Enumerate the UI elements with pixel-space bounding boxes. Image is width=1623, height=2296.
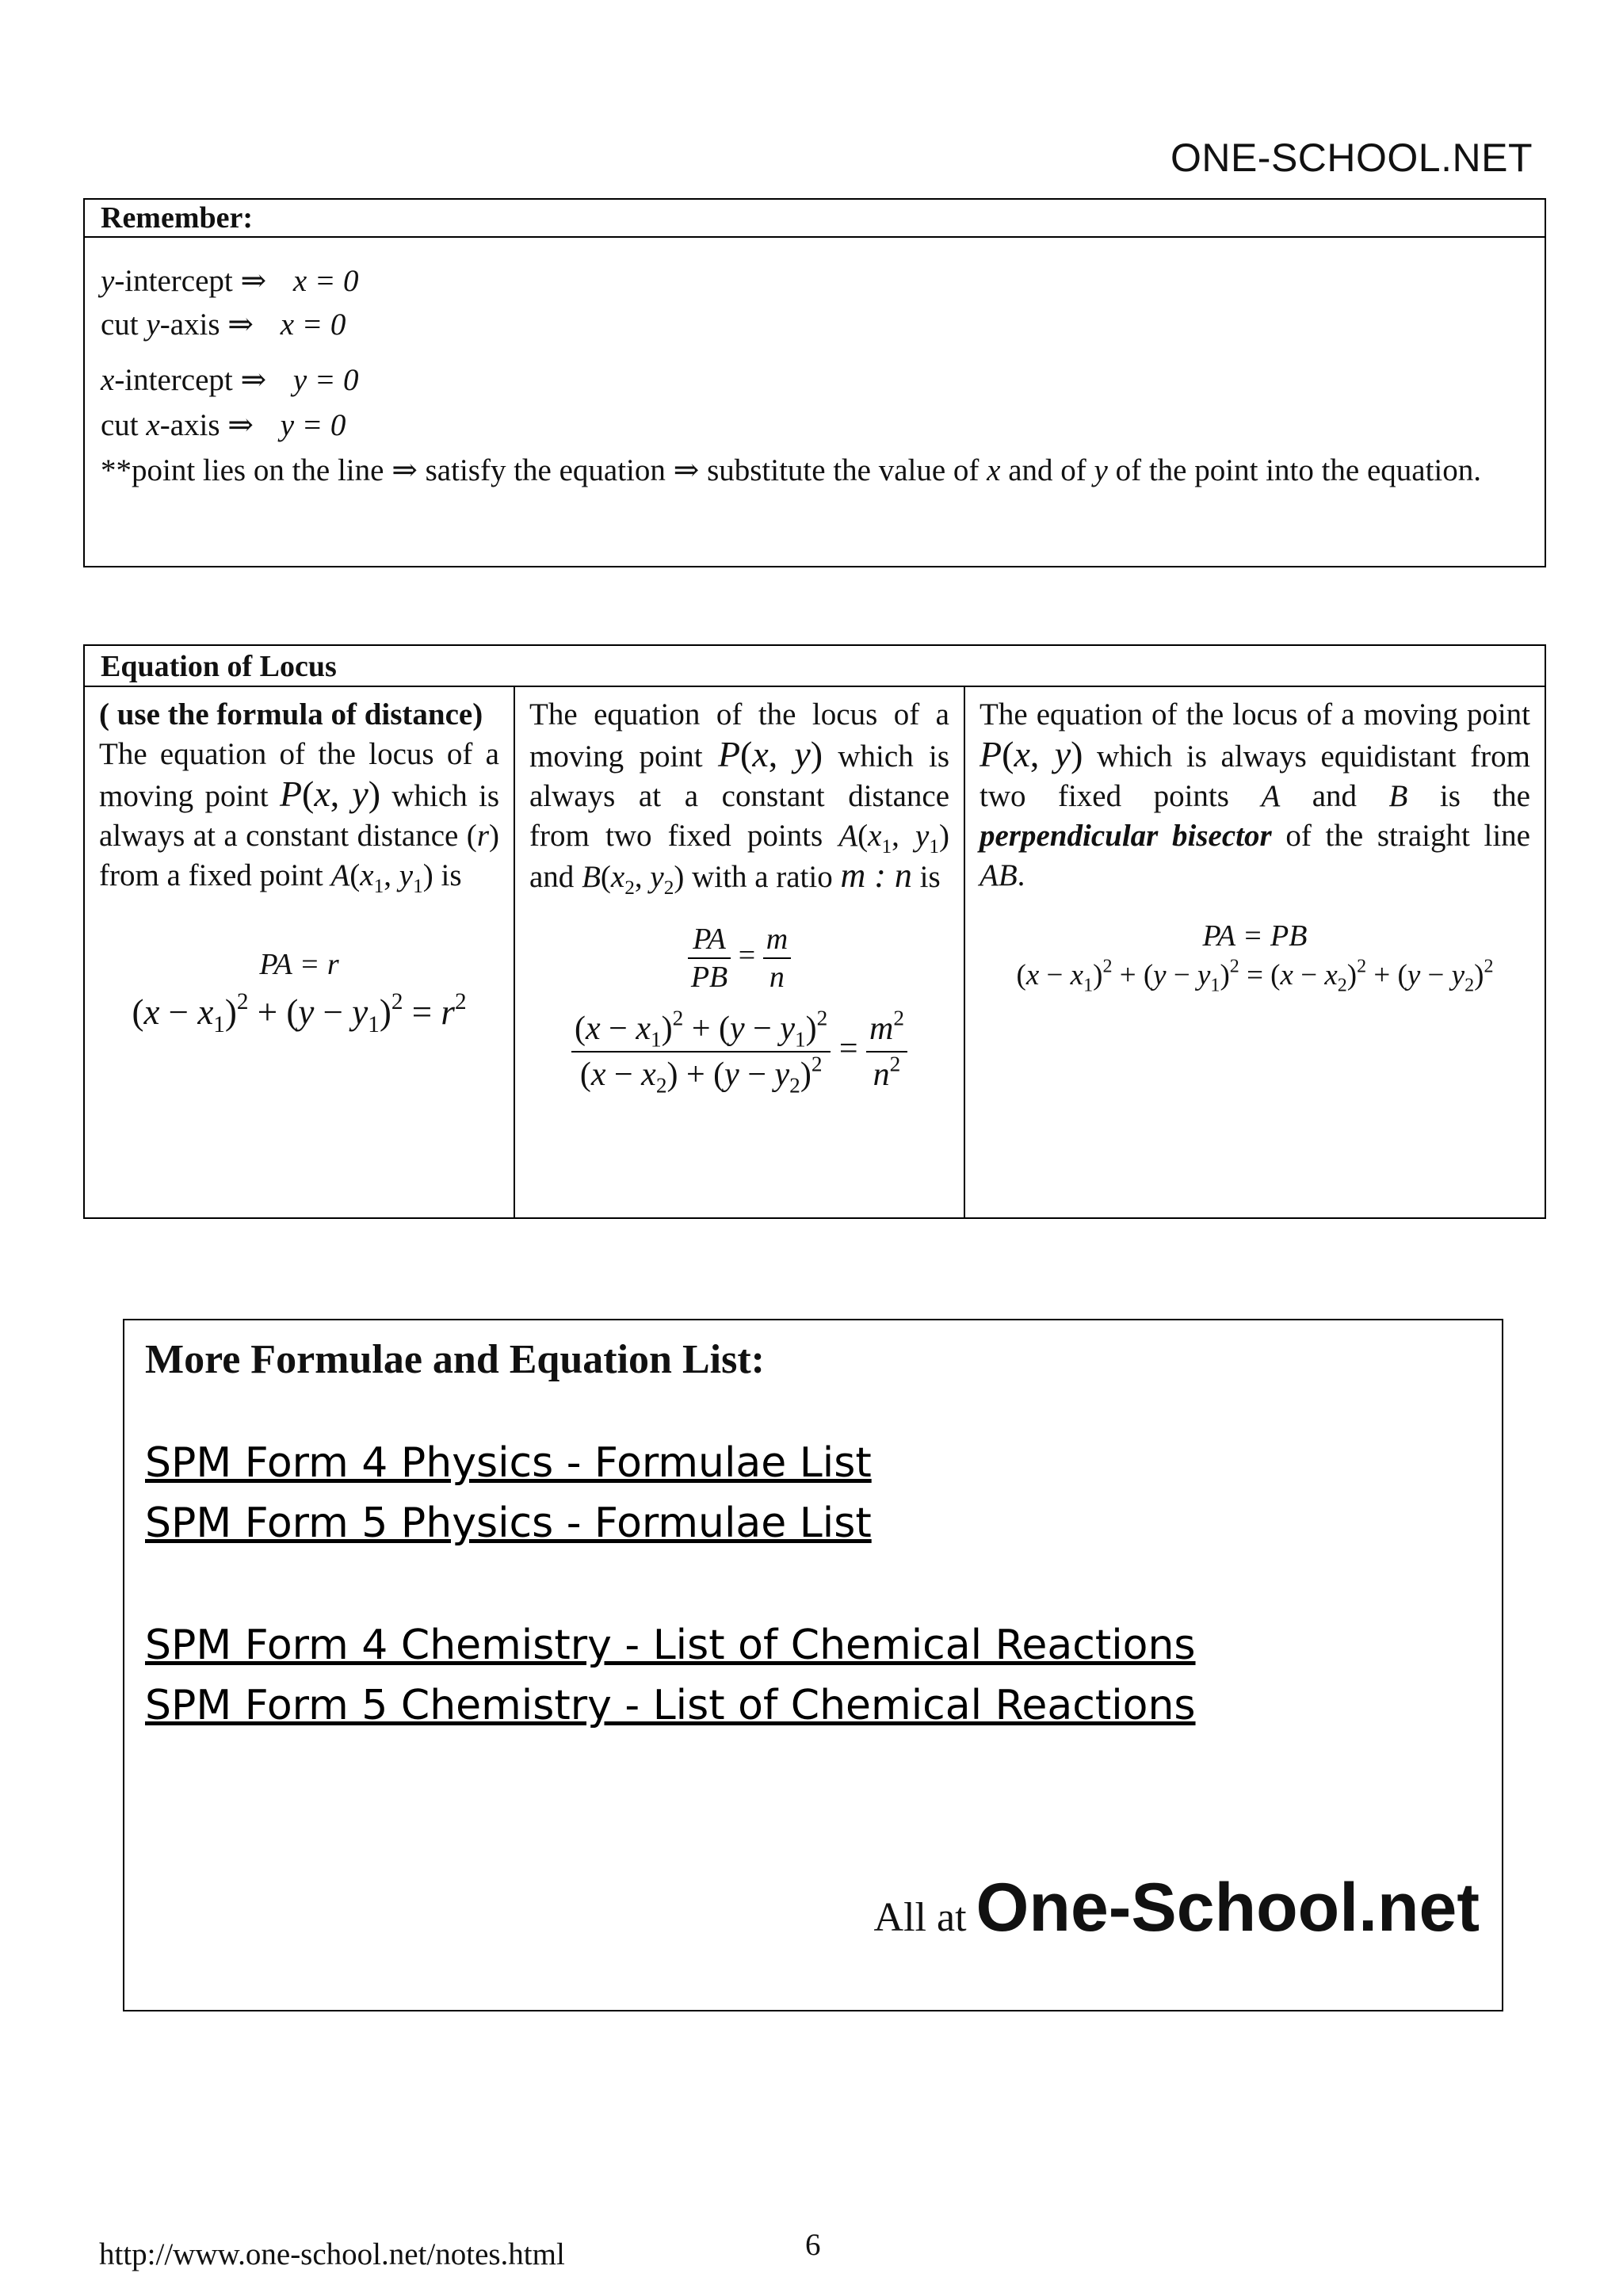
more-formulae-box [123,1319,1503,2011]
link-form5-physics[interactable]: SPM Form 5 Physics - Formulae List [145,1499,872,1547]
col3-eq-pa-pb: PA = PB [1202,919,1308,953]
col1-eq-circle: $(x - x_1)^2 + (y - y_1)^2 = r^2$ [132,989,467,1038]
col2-eq-ratio: $\frac{PA}{PB}$ = $\frac{m}{n}$ [529,921,949,995]
all-at-line [874,1869,1480,1947]
brand-logo-text: One-School.net [976,1870,1480,1946]
col1-text: The equation of the locus of a moving point P(x, y) which is always at a constant distance (r) from a fixed point $A(x_1$, $y_1$) is [99,737,500,897]
x-intercept-rule: x-intercept ⇒ y = 0 [101,363,359,397]
y-intercept-rule: y-intercept ⇒ x = 0 [101,264,359,298]
cut-x-axis-rule: cut x-axis ⇒ y = 0 [101,408,346,442]
link-form4-physics[interactable]: SPM Form 4 Physics - Formulae List [145,1439,872,1487]
locus-title: Equation of Locus [85,646,1545,687]
more-formulae-title: More Formulae and Equation List: [145,1337,765,1382]
cut-y-axis-rule: cut y-axis ⇒ x = 0 [101,308,346,342]
locus-col-ratio [515,687,965,1217]
all-at-text: All at [873,1895,967,1940]
col1-eq-pa-r: PA = r [259,948,339,981]
header-site-name: ONE-SCHOOL.NET [1170,136,1533,180]
link-form4-chemistry[interactable]: SPM Form 4 Chemistry - List of Chemical Reactions [145,1622,1196,1669]
remember-box [83,198,1546,567]
link-form5-chemistry[interactable]: SPM Form 5 Chemistry - List of Chemical Reactions [145,1682,1196,1729]
col2-eq-expanded: $\frac{(x - x_1)^2 + (y - y_1)^2}{(x - x_2) + (y - y_2)^2}$ = $\frac{m^2}{n^2}$ [529,1007,949,1097]
col1-heading: ( use the formula of distance) [99,697,483,732]
remember-note: **point lies on the line ⇒ satisfy the equation ⇒ substitute the value of x and of y of the point into the equation. [101,453,1482,487]
footer-url[interactable]: http://www.one-school.net/notes.html [99,2237,565,2271]
remember-title: Remember: [85,200,1545,238]
col3-text: The equation of the locus of a moving point P(x, y) which is always equidistant from two fixed points A and B is the perpendicular bisector of the straight line AB. [980,697,1530,892]
locus-col-bisector [965,687,1545,1217]
locus-col-distance [85,687,515,1217]
locus-table [83,644,1546,1219]
col3-eq-expanded: $(x - x_1)^2 + (y - y_1)^2 = (x - x_2)^2 + (y - y_2)^2$ [1016,956,1494,996]
col2-text: The equation of the locus of a moving point P(x, y) which is always at a constant distance from two fixed points $A(x_1$, $y_1$) and $B(x_2$, $y_2$) with a ratio m : n is [529,697,950,899]
page-number: 6 [805,2228,821,2262]
